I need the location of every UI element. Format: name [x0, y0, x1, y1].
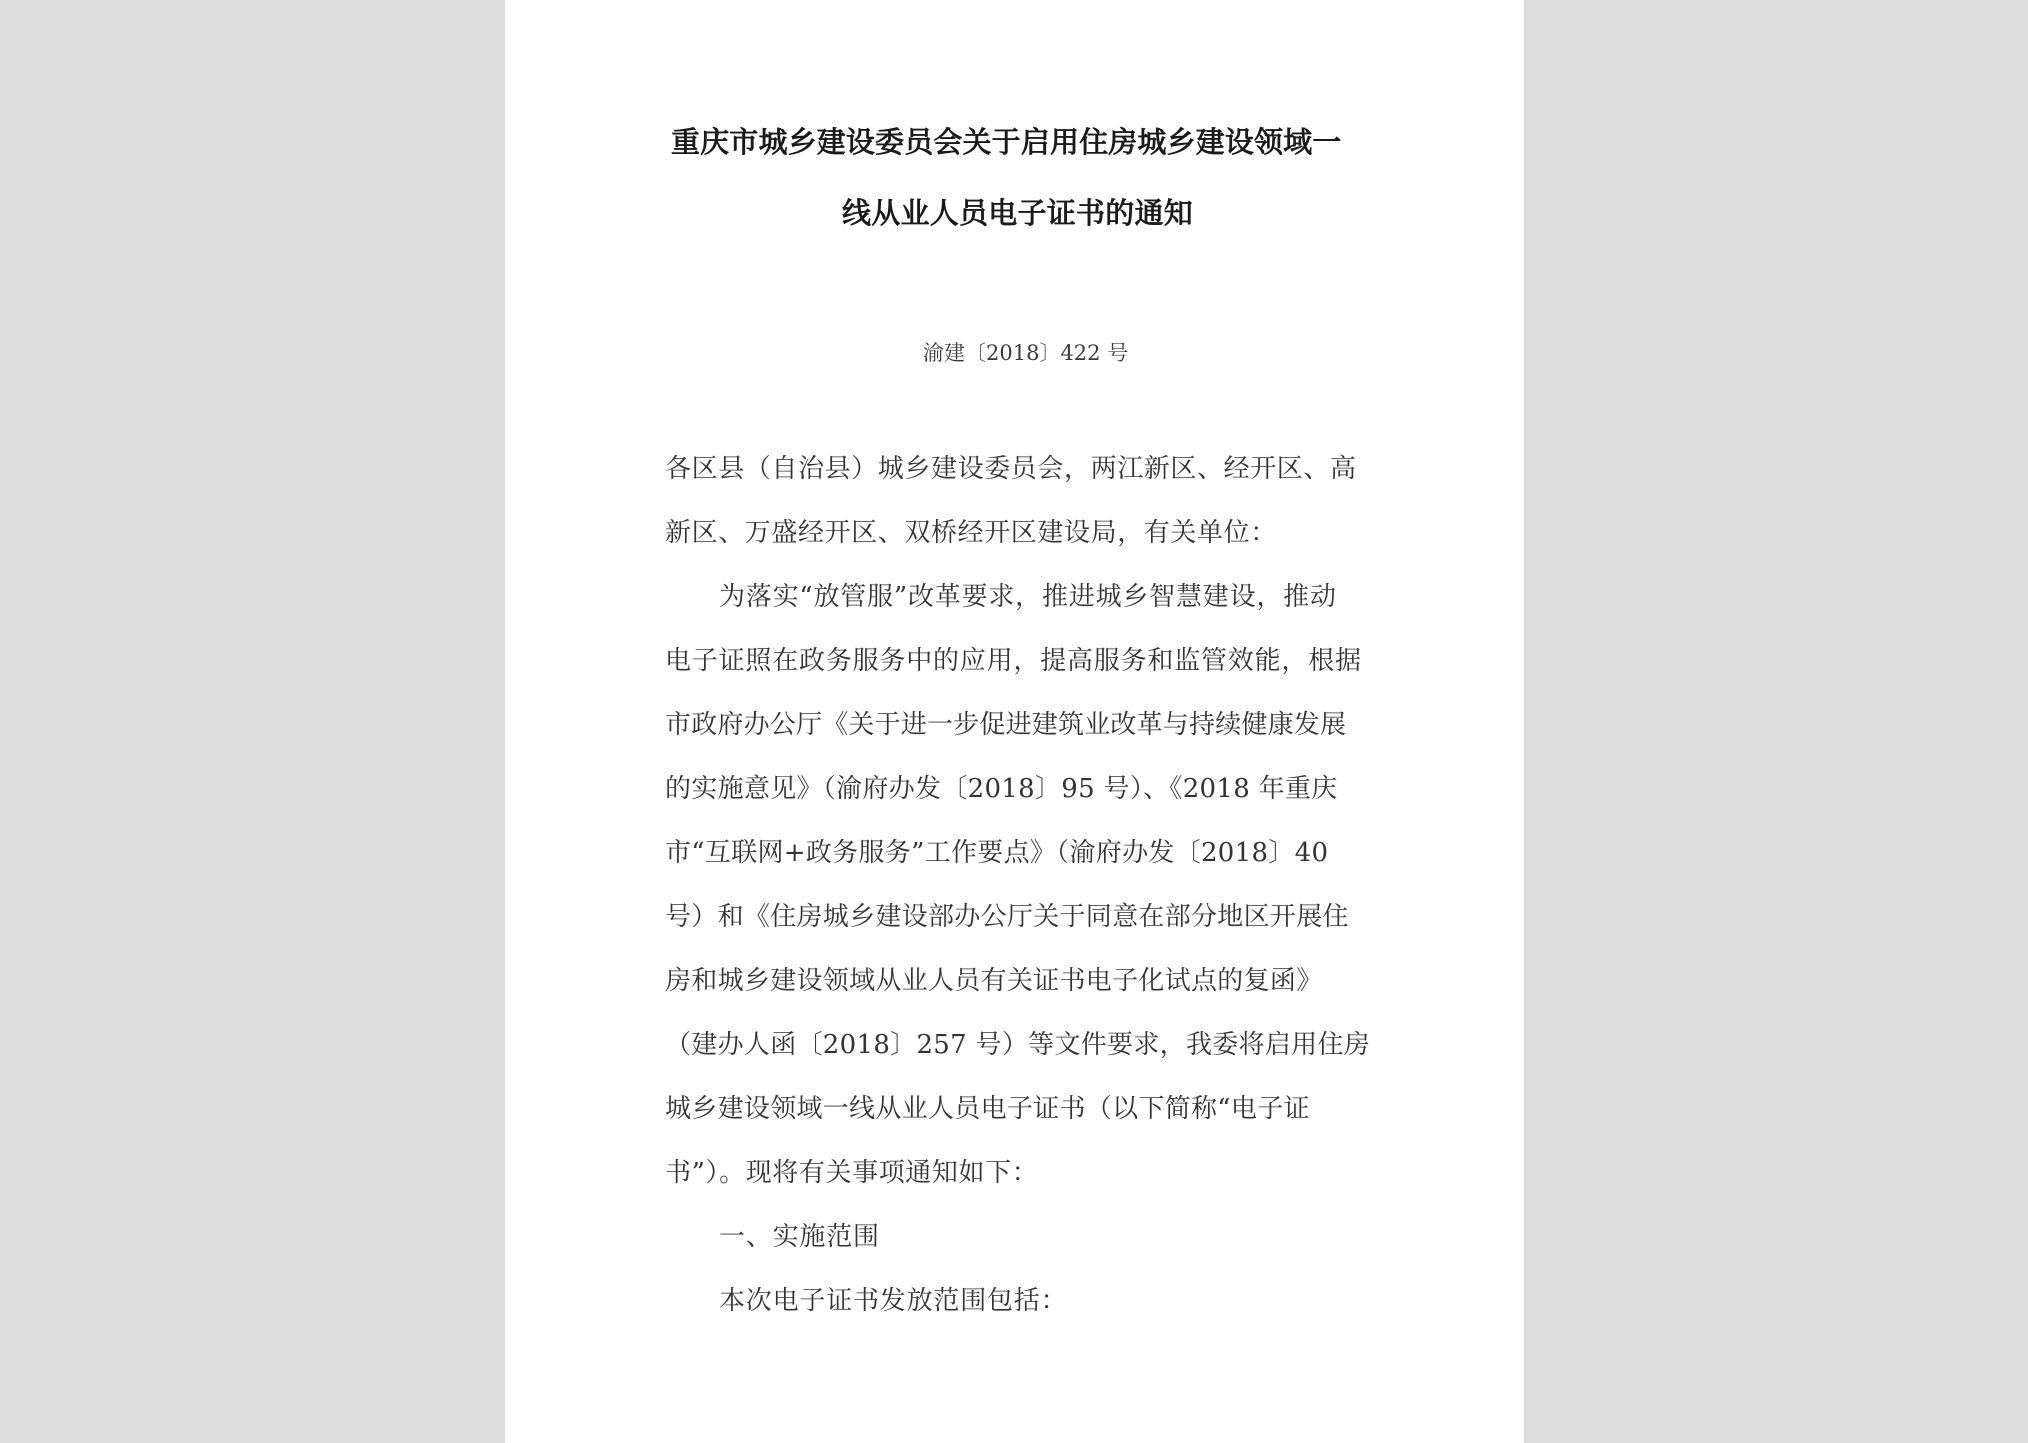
- body-line: 电子证照在政务服务中的应用，提高服务和监管效能，根据: [665, 646, 1362, 676]
- body-line: （建办人函〔2018〕257 号）等文件要求，我委将启用住房: [665, 1030, 1371, 1060]
- body-line: 房和城乡建设领域从业人员有关证书电子化试点的复函》: [665, 966, 1323, 996]
- body-line: 新区、万盛经开区、双桥经开区建设局，有关单位：: [665, 518, 1277, 548]
- document-title-line-2: 线从业人员电子证书的通知: [842, 196, 1194, 230]
- document-number: 渝建〔2018〕422 号: [923, 341, 1129, 365]
- body-line: 为落实“放管服”改革要求，推进城乡智慧建设，推动: [719, 582, 1337, 612]
- body-line: 城乡建设领域一线从业人员电子证书（以下简称“电子证: [665, 1094, 1310, 1124]
- body-line: 市政府办公厅《关于进一步促进建筑业改革与持续健康发展: [665, 710, 1347, 740]
- body-line: 本次电子证书发放范围包括：: [719, 1286, 1068, 1316]
- body-line: 市“互联网+政务服务”工作要点》（渝府办发〔2018〕40: [665, 838, 1329, 868]
- document-page: [505, 0, 1524, 1443]
- body-line: 号）和《住房城乡建设部办公厅关于同意在部分地区开展住: [665, 902, 1349, 932]
- body-line: 各区县（自治县）城乡建设委员会，两江新区、经开区、高: [665, 454, 1357, 484]
- section-heading: 一、实施范围: [719, 1222, 880, 1252]
- body-line: 书”）。现将有关事项通知如下：: [665, 1158, 1039, 1188]
- body-line: 的实施意见》（渝府办发〔2018〕95 号）、《2018 年重庆: [665, 774, 1338, 804]
- document-title-line-1: 重庆市城乡建设委员会关于启用住房城乡建设领域一: [671, 125, 1342, 159]
